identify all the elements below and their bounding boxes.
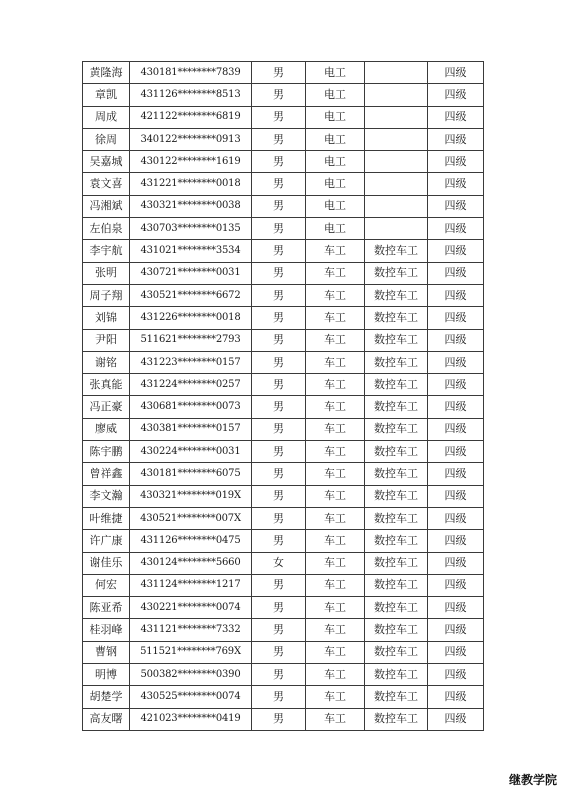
level-cell: 四级 <box>428 151 484 173</box>
id-number-cell: 430681********0073 <box>130 396 252 418</box>
name-cell: 明博 <box>83 664 130 686</box>
table-row <box>83 262 484 284</box>
trade-cell: 车工 <box>306 284 365 306</box>
trade-cell: 电工 <box>306 62 365 84</box>
level-cell: 四级 <box>428 641 484 663</box>
specialty-cell: 数控车工 <box>365 708 428 730</box>
id-number-cell: 430181********7839 <box>130 62 252 84</box>
gender-cell: 男 <box>252 262 306 284</box>
id-number-cell: 421122********6819 <box>130 106 252 128</box>
specialty-cell: 数控车工 <box>365 418 428 440</box>
table-row <box>83 106 484 128</box>
id-number-cell: 430525********0074 <box>130 686 252 708</box>
specialty-cell: 数控车工 <box>365 664 428 686</box>
id-number-cell: 431223********0157 <box>130 351 252 373</box>
specialty-cell: 数控车工 <box>365 552 428 574</box>
name-cell: 冯湘斌 <box>83 195 130 217</box>
gender-cell: 男 <box>252 374 306 396</box>
id-number-cell: 430381********0157 <box>130 418 252 440</box>
level-cell: 四级 <box>428 284 484 306</box>
name-cell: 黄隆海 <box>83 62 130 84</box>
trade-cell: 车工 <box>306 307 365 329</box>
specialty-cell: 数控车工 <box>365 619 428 641</box>
trade-cell: 车工 <box>306 240 365 262</box>
level-cell: 四级 <box>428 485 484 507</box>
trade-cell: 车工 <box>306 351 365 373</box>
name-cell: 张真能 <box>83 374 130 396</box>
gender-cell: 男 <box>252 195 306 217</box>
id-number-cell: 431224********0257 <box>130 374 252 396</box>
id-number-cell: 431121********7332 <box>130 619 252 641</box>
table-row <box>83 507 484 529</box>
trade-cell: 车工 <box>306 441 365 463</box>
level-cell: 四级 <box>428 374 484 396</box>
table-row <box>83 708 484 730</box>
gender-cell: 男 <box>252 329 306 351</box>
gender-cell: 男 <box>252 240 306 262</box>
specialty-cell: 数控车工 <box>365 597 428 619</box>
trade-cell: 车工 <box>306 708 365 730</box>
table-row <box>83 441 484 463</box>
id-number-cell: 430221********0074 <box>130 597 252 619</box>
specialty-cell: 数控车工 <box>365 329 428 351</box>
specialty-cell <box>365 106 428 128</box>
gender-cell: 男 <box>252 106 306 128</box>
level-cell: 四级 <box>428 708 484 730</box>
id-number-cell: 430181********6075 <box>130 463 252 485</box>
name-cell: 徐周 <box>83 128 130 150</box>
id-number-cell: 430721********0031 <box>130 262 252 284</box>
level-cell: 四级 <box>428 418 484 440</box>
gender-cell: 男 <box>252 507 306 529</box>
table-row <box>83 173 484 195</box>
roster-table <box>82 61 484 731</box>
trade-cell: 电工 <box>306 195 365 217</box>
trade-cell: 车工 <box>306 574 365 596</box>
gender-cell: 男 <box>252 396 306 418</box>
trade-cell: 车工 <box>306 552 365 574</box>
specialty-cell <box>365 151 428 173</box>
table-row <box>83 530 484 552</box>
table-row <box>83 84 484 106</box>
table-row <box>83 128 484 150</box>
trade-cell: 车工 <box>306 641 365 663</box>
roster-body <box>83 62 484 731</box>
level-cell: 四级 <box>428 62 484 84</box>
trade-cell: 车工 <box>306 619 365 641</box>
level-cell: 四级 <box>428 195 484 217</box>
gender-cell: 男 <box>252 151 306 173</box>
gender-cell: 男 <box>252 664 306 686</box>
id-number-cell: 430321********0038 <box>130 195 252 217</box>
specialty-cell: 数控车工 <box>365 463 428 485</box>
trade-cell: 电工 <box>306 218 365 240</box>
level-cell: 四级 <box>428 507 484 529</box>
level-cell: 四级 <box>428 218 484 240</box>
id-number-cell: 431226********0018 <box>130 307 252 329</box>
gender-cell: 男 <box>252 641 306 663</box>
id-number-cell: 500382********0390 <box>130 664 252 686</box>
id-number-cell: 431124********1217 <box>130 574 252 596</box>
specialty-cell: 数控车工 <box>365 396 428 418</box>
level-cell: 四级 <box>428 664 484 686</box>
specialty-cell: 数控车工 <box>365 530 428 552</box>
name-cell: 吴嘉城 <box>83 151 130 173</box>
id-number-cell: 430521********6672 <box>130 284 252 306</box>
id-number-cell: 430703********0135 <box>130 218 252 240</box>
table-row <box>83 574 484 596</box>
table-row <box>83 597 484 619</box>
name-cell: 尹阳 <box>83 329 130 351</box>
gender-cell: 男 <box>252 173 306 195</box>
name-cell: 李文瀚 <box>83 485 130 507</box>
table-row <box>83 351 484 373</box>
table-row <box>83 240 484 262</box>
trade-cell: 车工 <box>306 396 365 418</box>
id-number-cell: 340122********0913 <box>130 128 252 150</box>
table-row <box>83 62 484 84</box>
trade-cell: 电工 <box>306 128 365 150</box>
trade-cell: 电工 <box>306 173 365 195</box>
id-number-cell: 430321********019X <box>130 485 252 507</box>
specialty-cell <box>365 84 428 106</box>
gender-cell: 男 <box>252 128 306 150</box>
trade-cell: 车工 <box>306 418 365 440</box>
name-cell: 袁文喜 <box>83 173 130 195</box>
table-row <box>83 418 484 440</box>
table-row <box>83 329 484 351</box>
table-row <box>83 664 484 686</box>
gender-cell: 男 <box>252 218 306 240</box>
trade-cell: 车工 <box>306 597 365 619</box>
name-cell: 李宇航 <box>83 240 130 262</box>
level-cell: 四级 <box>428 396 484 418</box>
table-row <box>83 374 484 396</box>
specialty-cell: 数控车工 <box>365 262 428 284</box>
gender-cell: 男 <box>252 485 306 507</box>
specialty-cell <box>365 62 428 84</box>
specialty-cell <box>365 173 428 195</box>
name-cell: 陈亚希 <box>83 597 130 619</box>
gender-cell: 男 <box>252 619 306 641</box>
level-cell: 四级 <box>428 574 484 596</box>
name-cell: 左伯泉 <box>83 218 130 240</box>
name-cell: 桂羽峰 <box>83 619 130 641</box>
gender-cell: 男 <box>252 686 306 708</box>
name-cell: 曾祥鑫 <box>83 463 130 485</box>
publisher-watermark: 继教学院 <box>508 773 557 787</box>
name-cell: 冯正豪 <box>83 396 130 418</box>
name-cell: 叶维捷 <box>83 507 130 529</box>
level-cell: 四级 <box>428 128 484 150</box>
specialty-cell <box>365 218 428 240</box>
trade-cell: 车工 <box>306 374 365 396</box>
gender-cell: 男 <box>252 84 306 106</box>
name-cell: 张明 <box>83 262 130 284</box>
specialty-cell: 数控车工 <box>365 686 428 708</box>
name-cell: 许广康 <box>83 530 130 552</box>
specialty-cell: 数控车工 <box>365 307 428 329</box>
gender-cell: 男 <box>252 574 306 596</box>
table-row <box>83 218 484 240</box>
level-cell: 四级 <box>428 597 484 619</box>
gender-cell: 男 <box>252 284 306 306</box>
specialty-cell <box>365 195 428 217</box>
table-row <box>83 307 484 329</box>
id-number-cell: 511521********769X <box>130 641 252 663</box>
name-cell: 周成 <box>83 106 130 128</box>
table-row <box>83 552 484 574</box>
specialty-cell: 数控车工 <box>365 374 428 396</box>
name-cell: 胡楚学 <box>83 686 130 708</box>
table-row <box>83 686 484 708</box>
name-cell: 周子翔 <box>83 284 130 306</box>
gender-cell: 男 <box>252 62 306 84</box>
gender-cell: 女 <box>252 552 306 574</box>
level-cell: 四级 <box>428 307 484 329</box>
id-number-cell: 511621********2793 <box>130 329 252 351</box>
id-number-cell: 431221********0018 <box>130 173 252 195</box>
name-cell: 刘锦 <box>83 307 130 329</box>
gender-cell: 男 <box>252 418 306 440</box>
gender-cell: 男 <box>252 463 306 485</box>
gender-cell: 男 <box>252 307 306 329</box>
id-number-cell: 430124********5660 <box>130 552 252 574</box>
specialty-cell: 数控车工 <box>365 240 428 262</box>
trade-cell: 车工 <box>306 664 365 686</box>
trade-cell: 车工 <box>306 262 365 284</box>
specialty-cell <box>365 128 428 150</box>
table-row <box>83 485 484 507</box>
name-cell: 何宏 <box>83 574 130 596</box>
id-number-cell: 431126********0475 <box>130 530 252 552</box>
specialty-cell: 数控车工 <box>365 507 428 529</box>
specialty-cell: 数控车工 <box>365 441 428 463</box>
id-number-cell: 430521********007X <box>130 507 252 529</box>
level-cell: 四级 <box>428 463 484 485</box>
trade-cell: 电工 <box>306 106 365 128</box>
id-number-cell: 431021********3534 <box>130 240 252 262</box>
table-row <box>83 195 484 217</box>
specialty-cell: 数控车工 <box>365 485 428 507</box>
trade-cell: 电工 <box>306 84 365 106</box>
level-cell: 四级 <box>428 262 484 284</box>
level-cell: 四级 <box>428 552 484 574</box>
name-cell: 谢佳乐 <box>83 552 130 574</box>
table-row <box>83 619 484 641</box>
trade-cell: 车工 <box>306 507 365 529</box>
level-cell: 四级 <box>428 329 484 351</box>
level-cell: 四级 <box>428 240 484 262</box>
specialty-cell: 数控车工 <box>365 284 428 306</box>
level-cell: 四级 <box>428 173 484 195</box>
name-cell: 章凯 <box>83 84 130 106</box>
table-row <box>83 463 484 485</box>
id-number-cell: 430122********1619 <box>130 151 252 173</box>
gender-cell: 男 <box>252 351 306 373</box>
gender-cell: 男 <box>252 708 306 730</box>
level-cell: 四级 <box>428 530 484 552</box>
gender-cell: 男 <box>252 530 306 552</box>
id-number-cell: 430224********0031 <box>130 441 252 463</box>
gender-cell: 男 <box>252 597 306 619</box>
specialty-cell: 数控车工 <box>365 641 428 663</box>
trade-cell: 车工 <box>306 485 365 507</box>
level-cell: 四级 <box>428 351 484 373</box>
table-row <box>83 151 484 173</box>
level-cell: 四级 <box>428 441 484 463</box>
level-cell: 四级 <box>428 84 484 106</box>
trade-cell: 车工 <box>306 329 365 351</box>
name-cell: 廖威 <box>83 418 130 440</box>
name-cell: 曹钢 <box>83 641 130 663</box>
level-cell: 四级 <box>428 619 484 641</box>
trade-cell: 车工 <box>306 686 365 708</box>
table-row <box>83 641 484 663</box>
name-cell: 陈宇鹏 <box>83 441 130 463</box>
id-number-cell: 421023********0419 <box>130 708 252 730</box>
name-cell: 谢铭 <box>83 351 130 373</box>
table-row <box>83 284 484 306</box>
trade-cell: 车工 <box>306 463 365 485</box>
trade-cell: 电工 <box>306 151 365 173</box>
level-cell: 四级 <box>428 686 484 708</box>
id-number-cell: 431126********8513 <box>130 84 252 106</box>
name-cell: 高友曙 <box>83 708 130 730</box>
level-cell: 四级 <box>428 106 484 128</box>
specialty-cell: 数控车工 <box>365 351 428 373</box>
table-row <box>83 396 484 418</box>
gender-cell: 男 <box>252 441 306 463</box>
specialty-cell: 数控车工 <box>365 574 428 596</box>
trade-cell: 车工 <box>306 530 365 552</box>
